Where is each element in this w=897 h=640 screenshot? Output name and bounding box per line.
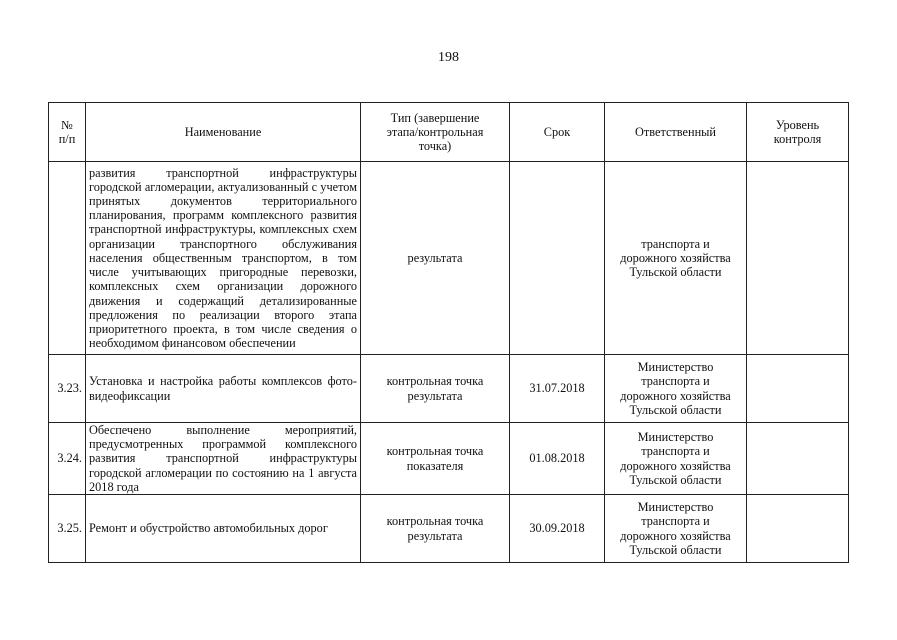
plan-table xyxy=(48,102,849,563)
row-type: контрольная точка результата xyxy=(361,355,510,423)
row-date: 31.07.2018 xyxy=(510,355,605,423)
row-control xyxy=(747,423,849,495)
row-control xyxy=(747,162,849,355)
row-date: 30.09.2018 xyxy=(510,495,605,563)
row-num: 3.24. xyxy=(49,423,86,495)
row-type: результата xyxy=(361,162,510,355)
table-header-row xyxy=(49,103,849,162)
row-num xyxy=(49,162,86,355)
row-name: Установка и настройка работы комплексов фото-видеофиксации xyxy=(86,355,361,423)
header-type: Тип (завершение этапа/контрольная точка) xyxy=(361,103,510,162)
header-name: Наименование xyxy=(86,103,361,162)
row-name: Обеспечено выполнение мероприятий, предусмотренных программой комплексного развития транспортной инфраструктуры городской агломерации по состоянию на 1 августа 2018 года xyxy=(86,423,361,495)
header-control: Уровень контроля xyxy=(747,103,849,162)
page-number: 198 xyxy=(438,50,459,65)
table-row xyxy=(49,495,849,563)
row-responsible: Министерство транспорта и дорожного хозяйства Тульской области xyxy=(605,355,747,423)
row-responsible: Министерство транспорта и дорожного хозяйства Тульской области xyxy=(605,423,747,495)
row-type: контрольная точка показателя xyxy=(361,423,510,495)
table-row xyxy=(49,355,849,423)
row-responsible: Министерство транспорта и дорожного хозяйства Тульской области xyxy=(605,495,747,563)
header-num: № п/п xyxy=(49,103,86,162)
table-row xyxy=(49,423,849,495)
row-responsible: транспорта и дорожного хозяйства Тульской области xyxy=(605,162,747,355)
row-num: 3.23. xyxy=(49,355,86,423)
header-responsible: Ответственный xyxy=(605,103,747,162)
row-name: Ремонт и обустройство автомобильных дорог xyxy=(86,495,361,563)
row-type: контрольная точка результата xyxy=(361,495,510,563)
table-row xyxy=(49,162,849,355)
row-num: 3.25. xyxy=(49,495,86,563)
row-control xyxy=(747,495,849,563)
header-date: Срок xyxy=(510,103,605,162)
row-date: 01.08.2018 xyxy=(510,423,605,495)
row-date xyxy=(510,162,605,355)
row-control xyxy=(747,355,849,423)
row-name: развития транспортной инфраструктуры городской агломерации, актуализованный с учетом принятых документов территориального планирования, программ комплексного развития транспортной инфраструктуры, комплексных схем организации транспортного обслуживания населения общественным транспортом, в том числе учитывающих пригородные перевозки, комплексных схем организации дорожного движения и содержащий детализированные предложения по реализации второго этапа приоритетного проекта, в том числе сведения о необходимом финансовом обеспечении xyxy=(86,162,361,355)
